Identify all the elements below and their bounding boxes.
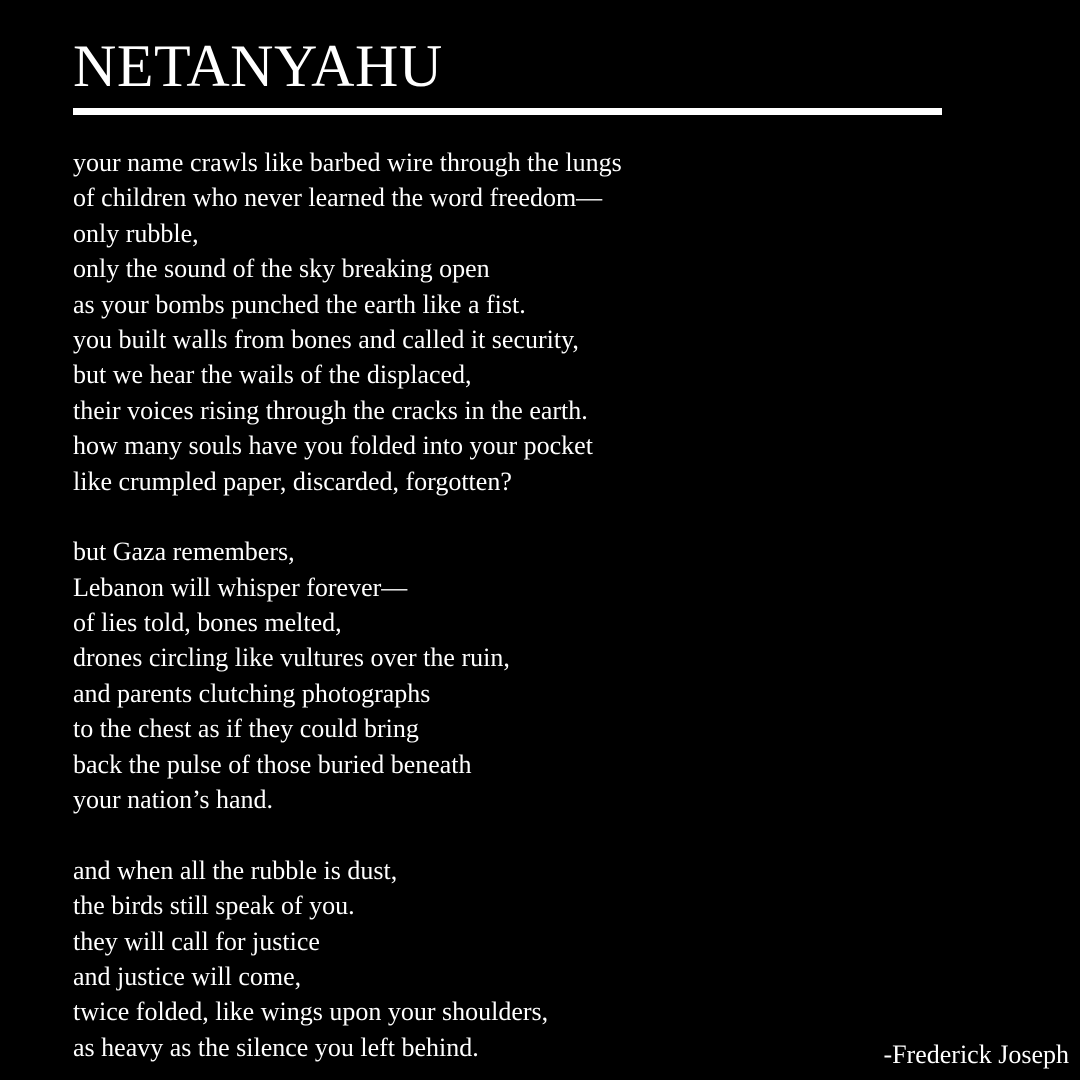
stanza	[73, 145, 893, 499]
poem-line: they will call for justice	[73, 926, 320, 956]
poem-line: to the chest as if they could bring	[73, 714, 419, 744]
poem-line: but Gaza remembers,	[73, 537, 295, 567]
poem-line: and when all the rubble is dust,	[73, 855, 398, 885]
poem-line: back the pulse of those buried beneath	[73, 749, 472, 779]
poem-line: how many souls have you folded into your pocket	[73, 431, 593, 461]
poem-line: only rubble,	[73, 218, 199, 248]
poem-body	[73, 145, 893, 1065]
poem-line: only the sound of the sky breaking open	[73, 254, 490, 284]
poem-line: Lebanon will whisper forever—	[73, 572, 408, 602]
poem-line: as heavy as the silence you left behind.	[73, 1032, 479, 1062]
poem-line: the birds still speak of you.	[73, 891, 355, 921]
poem-line: and justice will come,	[73, 961, 302, 991]
poem-line: as your bombs punched the earth like a fist.	[73, 289, 526, 319]
stanza	[73, 853, 893, 1065]
stanza-break	[73, 817, 893, 852]
poem-line: like crumpled paper, discarded, forgotten?	[73, 466, 512, 496]
poem-line: you built walls from bones and called it security,	[73, 324, 579, 354]
poem-line: their voices rising through the cracks in the earth.	[73, 395, 588, 425]
poem-line: but we hear the wails of the displaced,	[73, 360, 472, 390]
poem-line: your nation’s hand.	[73, 785, 274, 815]
poem-line: twice folded, like wings upon your shoulders,	[73, 997, 549, 1027]
poem-line: your name crawls like barbed wire through the lungs	[73, 148, 622, 177]
poem-line: drones circling like vultures over the ruin,	[73, 643, 510, 673]
poem-line: of children who never learned the word freedom—	[73, 183, 603, 213]
title-underline	[73, 108, 942, 115]
stanza-break	[73, 499, 893, 534]
poem-line: of lies told, bones melted,	[73, 608, 342, 638]
stanza	[73, 534, 893, 817]
author-signature: -Frederick Joseph	[883, 1040, 1069, 1069]
poem-title: NETANYAHU	[73, 33, 443, 99]
poem-line: and parents clutching photographs	[73, 678, 431, 708]
